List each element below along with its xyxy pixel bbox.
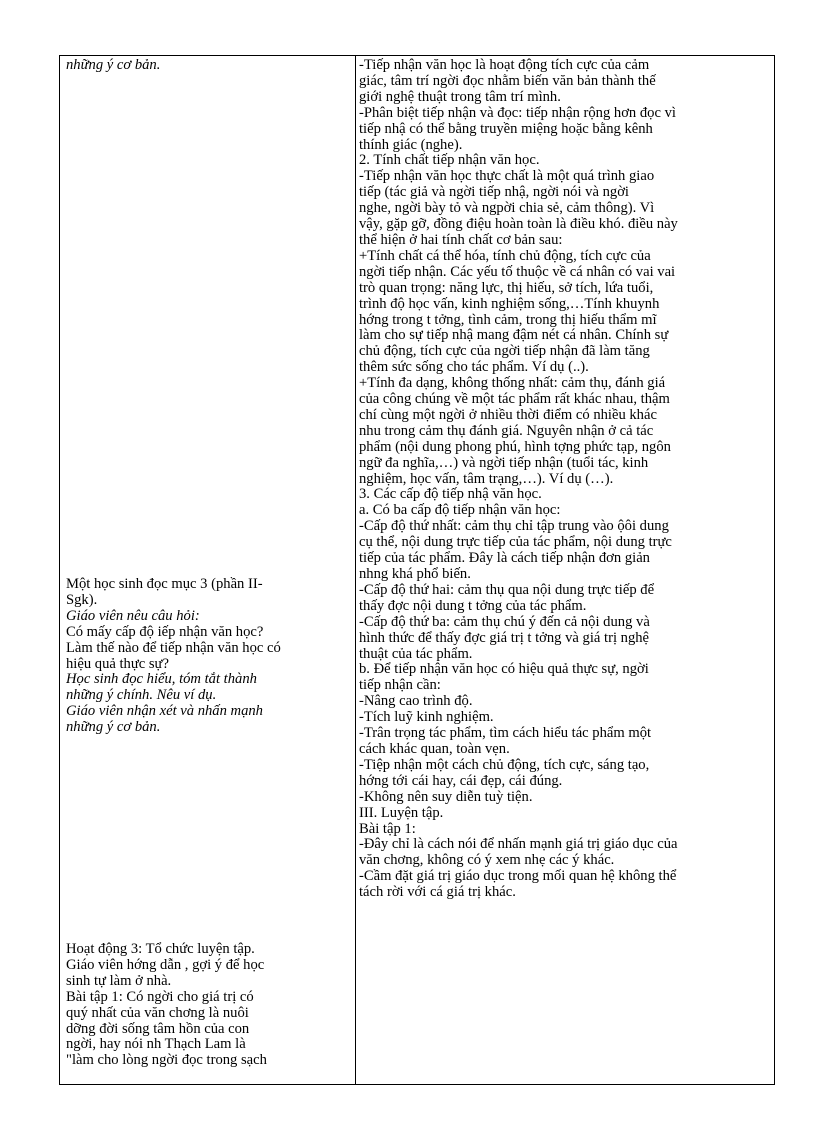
left-line: những ý cơ bản.: [66, 58, 161, 73]
text-line: nhng khá phổ biến.: [359, 567, 471, 582]
text-line: a. Có ba cấp độ tiếp nhận văn học:: [359, 503, 561, 519]
text-line: -Trân trọng tác phẩm, tìm cách hiểu tác phẩm một: [359, 726, 652, 742]
text-line: phẩm (nội dung phong phú, hình tợng phức tạp, ngôn: [359, 439, 671, 455]
text-line: thính giác (nghe).: [359, 137, 463, 153]
text-line: b. Để tiếp nhận văn học có hiệu quả thực sự, ngời: [359, 662, 649, 678]
text-line: -Nâng cao trình độ.: [359, 694, 473, 710]
text-line: của công chúng về một tác phẩm rất khác nhau, thậm: [359, 392, 670, 408]
text-line: Giáo viên nhận xét và nhấn mạnh: [66, 704, 263, 720]
text-line: thấy đợc nội dung t tởng của tác phẩm.: [359, 598, 587, 614]
text-line: 3. Các cấp độ tiếp nhậ văn học.: [359, 487, 542, 503]
column-divider: [355, 56, 356, 1084]
text-line: -Tiệp nhận một cách chủ động, tích cực, sáng tạo,: [359, 757, 650, 773]
text-line: giới nghệ thuật trong tâm trí mình.: [359, 89, 561, 105]
text-line: trình độ học vấn, kinh nghiệm sống,…Tính khuynh: [359, 296, 660, 312]
text-line: ngời, hay nói nh Thạch Lam là: [66, 1037, 246, 1053]
text-line: -Cấp độ thứ hai: cảm thụ qua nội dung trực tiếp để: [359, 582, 655, 598]
text-line: những ý chính. Nêu ví dụ.: [66, 688, 217, 704]
text-line: cách khác quan, toàn vẹn.: [359, 741, 510, 757]
text-line: Học sinh đọc hiểu, tóm tắt thành: [66, 672, 257, 688]
lesson-table: [59, 55, 775, 1085]
text-line: Một học sinh đọc mục 3 (phần II-: [66, 577, 263, 592]
text-line: -Tiếp nhận văn học thực chất là một quá trình giao: [359, 169, 655, 185]
text-line: hớng tới cái hay, cái đẹp, cái đúng.: [359, 773, 563, 789]
text-line: giác, tâm trí ngời đọc nhằm biến văn bản thành thế: [359, 73, 656, 89]
text-line: nhu trong cảm thụ đánh giá. Nguyên nhận ở cả tác: [359, 423, 654, 439]
text-line: Làm thế nào để tiếp nhận văn học có: [66, 640, 281, 656]
text-line: ngữ đa nghĩa,…) và ngời tiếp nhận (tuổi tác, kinh: [359, 455, 649, 471]
text-line: chủ động, tích cực của ngời tiếp nhận đã làm tăng: [359, 344, 650, 360]
text-line: -Đây chỉ là cách nói để nhấn mạnh giá trị giáo dục của: [359, 837, 678, 853]
text-line: 2. Tính chất tiếp nhận văn học.: [359, 153, 540, 169]
text-line: thể hiện ở hai tính chất cơ bản sau:: [359, 232, 563, 248]
text-line: tách rời với cá giá trị khác.: [359, 885, 516, 901]
right-column: [359, 58, 769, 901]
text-line: ngời tiếp nhận. Các yếu tố thuộc về cá nhân có vai vai: [359, 264, 676, 280]
text-line: -Cấp độ thứ ba: cảm thụ chú ý đến cả nội dung và: [359, 614, 650, 630]
text-line: thêm sức sống cho tác phẩm. Ví dụ (..).: [359, 360, 589, 376]
text-line: -Tích luỹ kinh nghiệm.: [359, 710, 494, 726]
text-line: III. Luyện tập.: [359, 805, 444, 821]
text-line: nghe, ngời bày tỏ và ngpời chia sẻ, cảm thông). Vì: [359, 201, 655, 217]
text-line: tiếp của tác phẩm. Đây là cách tiếp nhận đơn giản: [359, 551, 650, 567]
text-line: Giáo viên hớng dẫn , gợi ý để học: [66, 957, 265, 973]
text-line: dỡng đời sống tâm hồn của con: [66, 1021, 250, 1037]
text-line: nghiệm, học vấn, tâm trạng,…). Ví dụ (…).: [359, 471, 614, 487]
text-line: Bài tập 1:: [359, 821, 416, 837]
text-line: -Cấp độ thứ nhất: cảm thụ chỉ tập trung vào ộôi dung: [359, 519, 669, 535]
text-line: Giáo viên nêu câu hỏi:: [66, 608, 200, 624]
text-line: hiệu quả thực sự?: [66, 656, 169, 672]
text-line: -Phân biệt tiếp nhận và đọc: tiếp nhận rộng hơn đọc vì: [359, 105, 676, 121]
text-line: sinh tự làm ở nhà.: [66, 973, 172, 989]
text-line: làm cho sự tiếp nhậ mang đậm nét cá nhân. Chính sự: [359, 328, 669, 344]
text-line: -Tiếp nhận văn học là hoạt động tích cực của cảm: [359, 58, 650, 73]
text-line: hớng trong t tởng, tình cảm, trong thị hiếu thẩm mĩ: [359, 312, 657, 328]
text-line: +Tính chất cá thể hóa, tính chủ động, tích cực của: [359, 248, 651, 264]
text-line: tiếp (tác giả và ngời tiếp nhậ, ngời nói và ngời: [359, 185, 629, 201]
text-line: chí cùng một ngời ở nhiều thời điểm có nhiều khác: [359, 407, 657, 423]
text-line: thuật của tác phẩm.: [359, 646, 473, 662]
text-line: quý nhất của văn chơng là nuôi: [66, 1005, 249, 1021]
text-line: tiếp nhận cần:: [359, 678, 441, 694]
text-line: hình thức để thấy đợc giá trị t tởng và giá trị nghệ: [359, 630, 650, 646]
text-line: Bài tập 1: Có ngời cho giá trị có: [66, 989, 254, 1005]
text-line: -Cầm đặt giá trị giáo dục trong mối quan hệ không thể: [359, 869, 677, 885]
left-section3-block: [66, 577, 349, 736]
text-line: "làm cho lòng ngời đọc trong sạch: [66, 1053, 267, 1069]
left-top-note: [66, 58, 349, 74]
text-line: cụ thể, nội dung trực tiếp của tác phẩm, nội dung trực: [359, 535, 672, 551]
text-line: Sgk).: [66, 592, 98, 608]
text-line: -Không nên suy diễn tuỳ tiện.: [359, 789, 533, 805]
text-line: vậy, gặp gỡ, đồng điệu hoàn toàn là điều khó. điều này: [359, 217, 678, 233]
text-line: Có mấy cấp độ iếp nhận văn học?: [66, 624, 264, 640]
text-line: +Tính đa dạng, không thống nhất: cảm thụ, đánh giá: [359, 376, 666, 392]
text-line: trò quan trọng: năng lực, thị hiếu, sở tích, lứa tuổi,: [359, 280, 654, 296]
text-line: tiếp nhậ có thể bằng truyền miệng hoặc bằng kênh: [359, 121, 653, 137]
text-line: Hoạt động 3: Tổ chức luyện tập.: [66, 942, 255, 957]
left-activity3-block: [66, 942, 349, 1069]
text-line: văn chơng, không có ý xem nhẹ các ý khác.: [359, 853, 615, 869]
text-line: những ý cơ bản.: [66, 720, 161, 736]
